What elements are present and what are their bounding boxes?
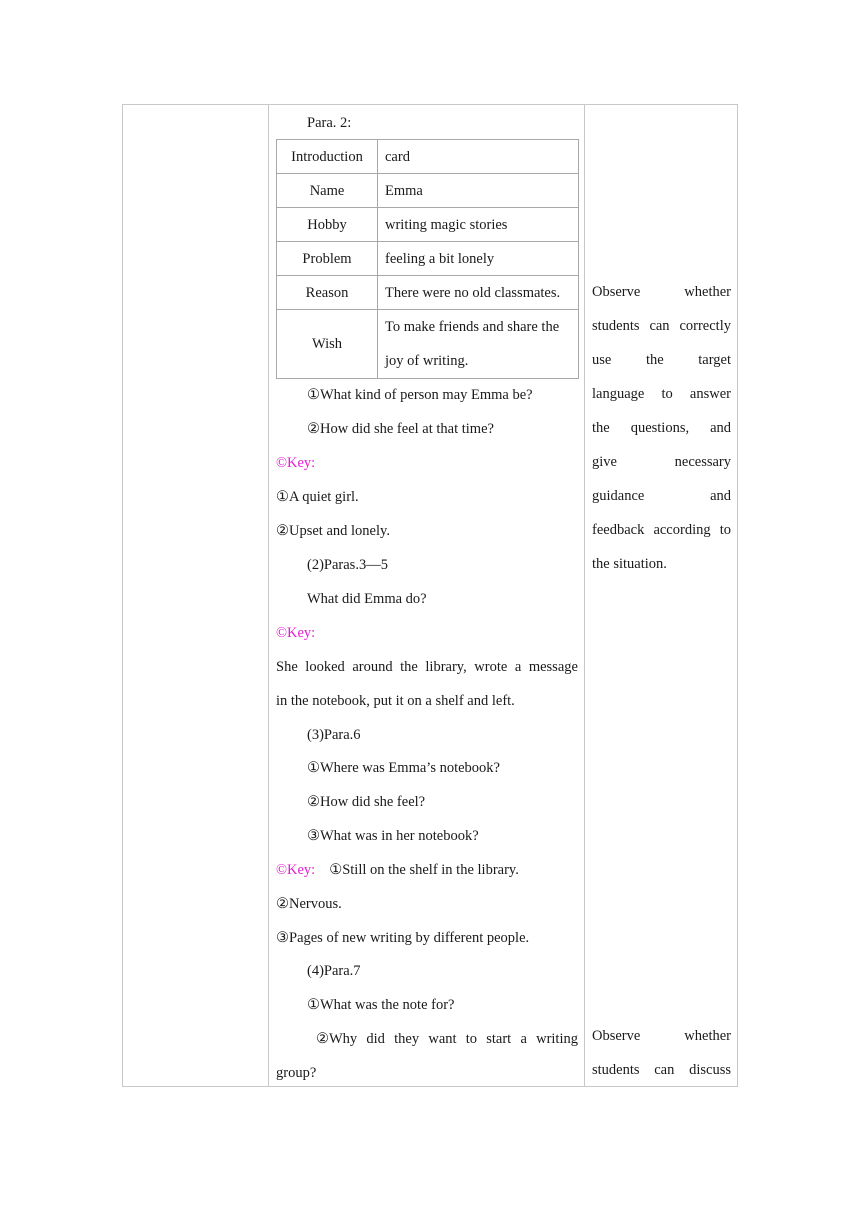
word: guidance: [592, 488, 645, 504]
question: ①What was the note for?: [307, 997, 455, 1013]
row-label: Wish: [277, 310, 378, 379]
column-divider-right: [584, 105, 585, 1086]
observe-line: [592, 486, 731, 506]
word: they: [394, 1031, 420, 1047]
row-value: Emma: [378, 174, 579, 208]
answer: ①A quiet girl.: [276, 489, 359, 505]
table-row: [277, 208, 579, 242]
emma-info-table: [276, 139, 579, 379]
word: to: [719, 522, 731, 538]
row-label: Name: [277, 174, 378, 208]
question-line: group?: [276, 1065, 317, 1081]
section-heading: (4)Para.7: [307, 963, 361, 979]
para2-heading: Para. 2:: [307, 115, 352, 131]
word: and: [710, 488, 731, 504]
table-row: [277, 276, 579, 310]
word: to: [465, 1031, 478, 1047]
row-value: writing magic stories: [378, 208, 579, 242]
lesson-table: [122, 104, 738, 1087]
word: a: [514, 659, 522, 675]
word: library,: [425, 659, 467, 675]
word: can: [654, 1062, 675, 1078]
word: use: [592, 352, 612, 368]
table-row: [277, 310, 579, 379]
word: can: [649, 318, 670, 334]
observe-line: [592, 316, 731, 336]
row-value: card: [378, 140, 579, 174]
word: Observe: [592, 1028, 641, 1044]
observe-line: [592, 520, 731, 540]
word: around: [352, 659, 393, 675]
word: according: [653, 522, 711, 538]
table-row: [277, 140, 579, 174]
word: questions,: [630, 420, 690, 436]
word: writing: [536, 1031, 578, 1047]
row-value: feeling a bit lonely: [378, 242, 579, 276]
word: looked: [305, 659, 345, 675]
row-value: There were no old classmates.: [378, 276, 579, 310]
row-value: [378, 310, 579, 379]
answer-line: in the notebook, put it on a shelf and left.: [276, 693, 515, 709]
word: language: [592, 386, 645, 402]
word: feedback: [592, 522, 645, 538]
section-heading: (2)Paras.3—5: [307, 557, 388, 573]
word: a: [520, 1031, 527, 1047]
word: necessary: [674, 454, 731, 470]
question: ②How did she feel?: [307, 794, 426, 810]
word: correctly: [679, 318, 731, 334]
question: What did Emma do?: [307, 591, 427, 607]
word: students: [592, 1062, 640, 1078]
observe-line: [592, 418, 731, 438]
observe-line: [592, 282, 731, 302]
row-label: Problem: [277, 242, 378, 276]
word: the: [592, 420, 610, 436]
word: to: [661, 386, 673, 402]
observe-line: [592, 350, 731, 370]
column-divider-left: [268, 105, 269, 1086]
word: give: [592, 454, 617, 470]
word: whether: [684, 284, 731, 300]
key-label: ©Key:: [276, 625, 316, 641]
word: wrote: [474, 659, 508, 675]
answer: ①Still on the shelf in the library.: [329, 862, 519, 878]
word: want: [428, 1031, 457, 1047]
word: the: [645, 352, 664, 368]
word: whether: [684, 1028, 731, 1044]
question: ①Where was Emma’s notebook?: [307, 760, 500, 776]
word: ②Why: [316, 1031, 358, 1047]
word: discuss: [689, 1062, 731, 1078]
row-label: Reason: [277, 276, 378, 310]
answer: ②Upset and lonely.: [276, 523, 390, 539]
question: ②How did she feel at that time?: [307, 421, 494, 437]
word: message: [528, 659, 578, 675]
question: ③What was in her notebook?: [307, 828, 479, 844]
observe-line: [592, 452, 731, 472]
wish-line-2: joy of writing.: [385, 353, 469, 369]
wish-line-1: To make friends and share the: [385, 319, 560, 335]
word: and: [710, 420, 731, 436]
table-row: [277, 174, 579, 208]
section-heading: (3)Para.6: [307, 727, 361, 743]
key-label: ©Key:: [276, 455, 316, 471]
observe-line: [592, 1060, 731, 1080]
word: target: [698, 352, 731, 368]
observe-line: [592, 1026, 731, 1046]
key-label: ©Key:: [276, 862, 316, 878]
question: ①What kind of person may Emma be?: [307, 387, 533, 403]
word: did: [366, 1031, 385, 1047]
word: Observe: [592, 284, 641, 300]
word: start: [486, 1031, 512, 1047]
word: She: [276, 659, 298, 675]
answer: ②Nervous.: [276, 896, 342, 912]
row-label: Introduction: [277, 140, 378, 174]
question-line-justified: [316, 1029, 578, 1049]
table-row: [277, 242, 579, 276]
answer: ③Pages of new writing by different people.: [276, 930, 530, 946]
answer-line-justified: [276, 657, 578, 677]
observe-line: [592, 384, 731, 404]
observe-line: the situation.: [592, 556, 667, 572]
word: answer: [689, 386, 731, 402]
word: students: [592, 318, 640, 334]
answer-line: [276, 860, 519, 880]
word: the: [400, 659, 418, 675]
row-label: Hobby: [277, 208, 378, 242]
